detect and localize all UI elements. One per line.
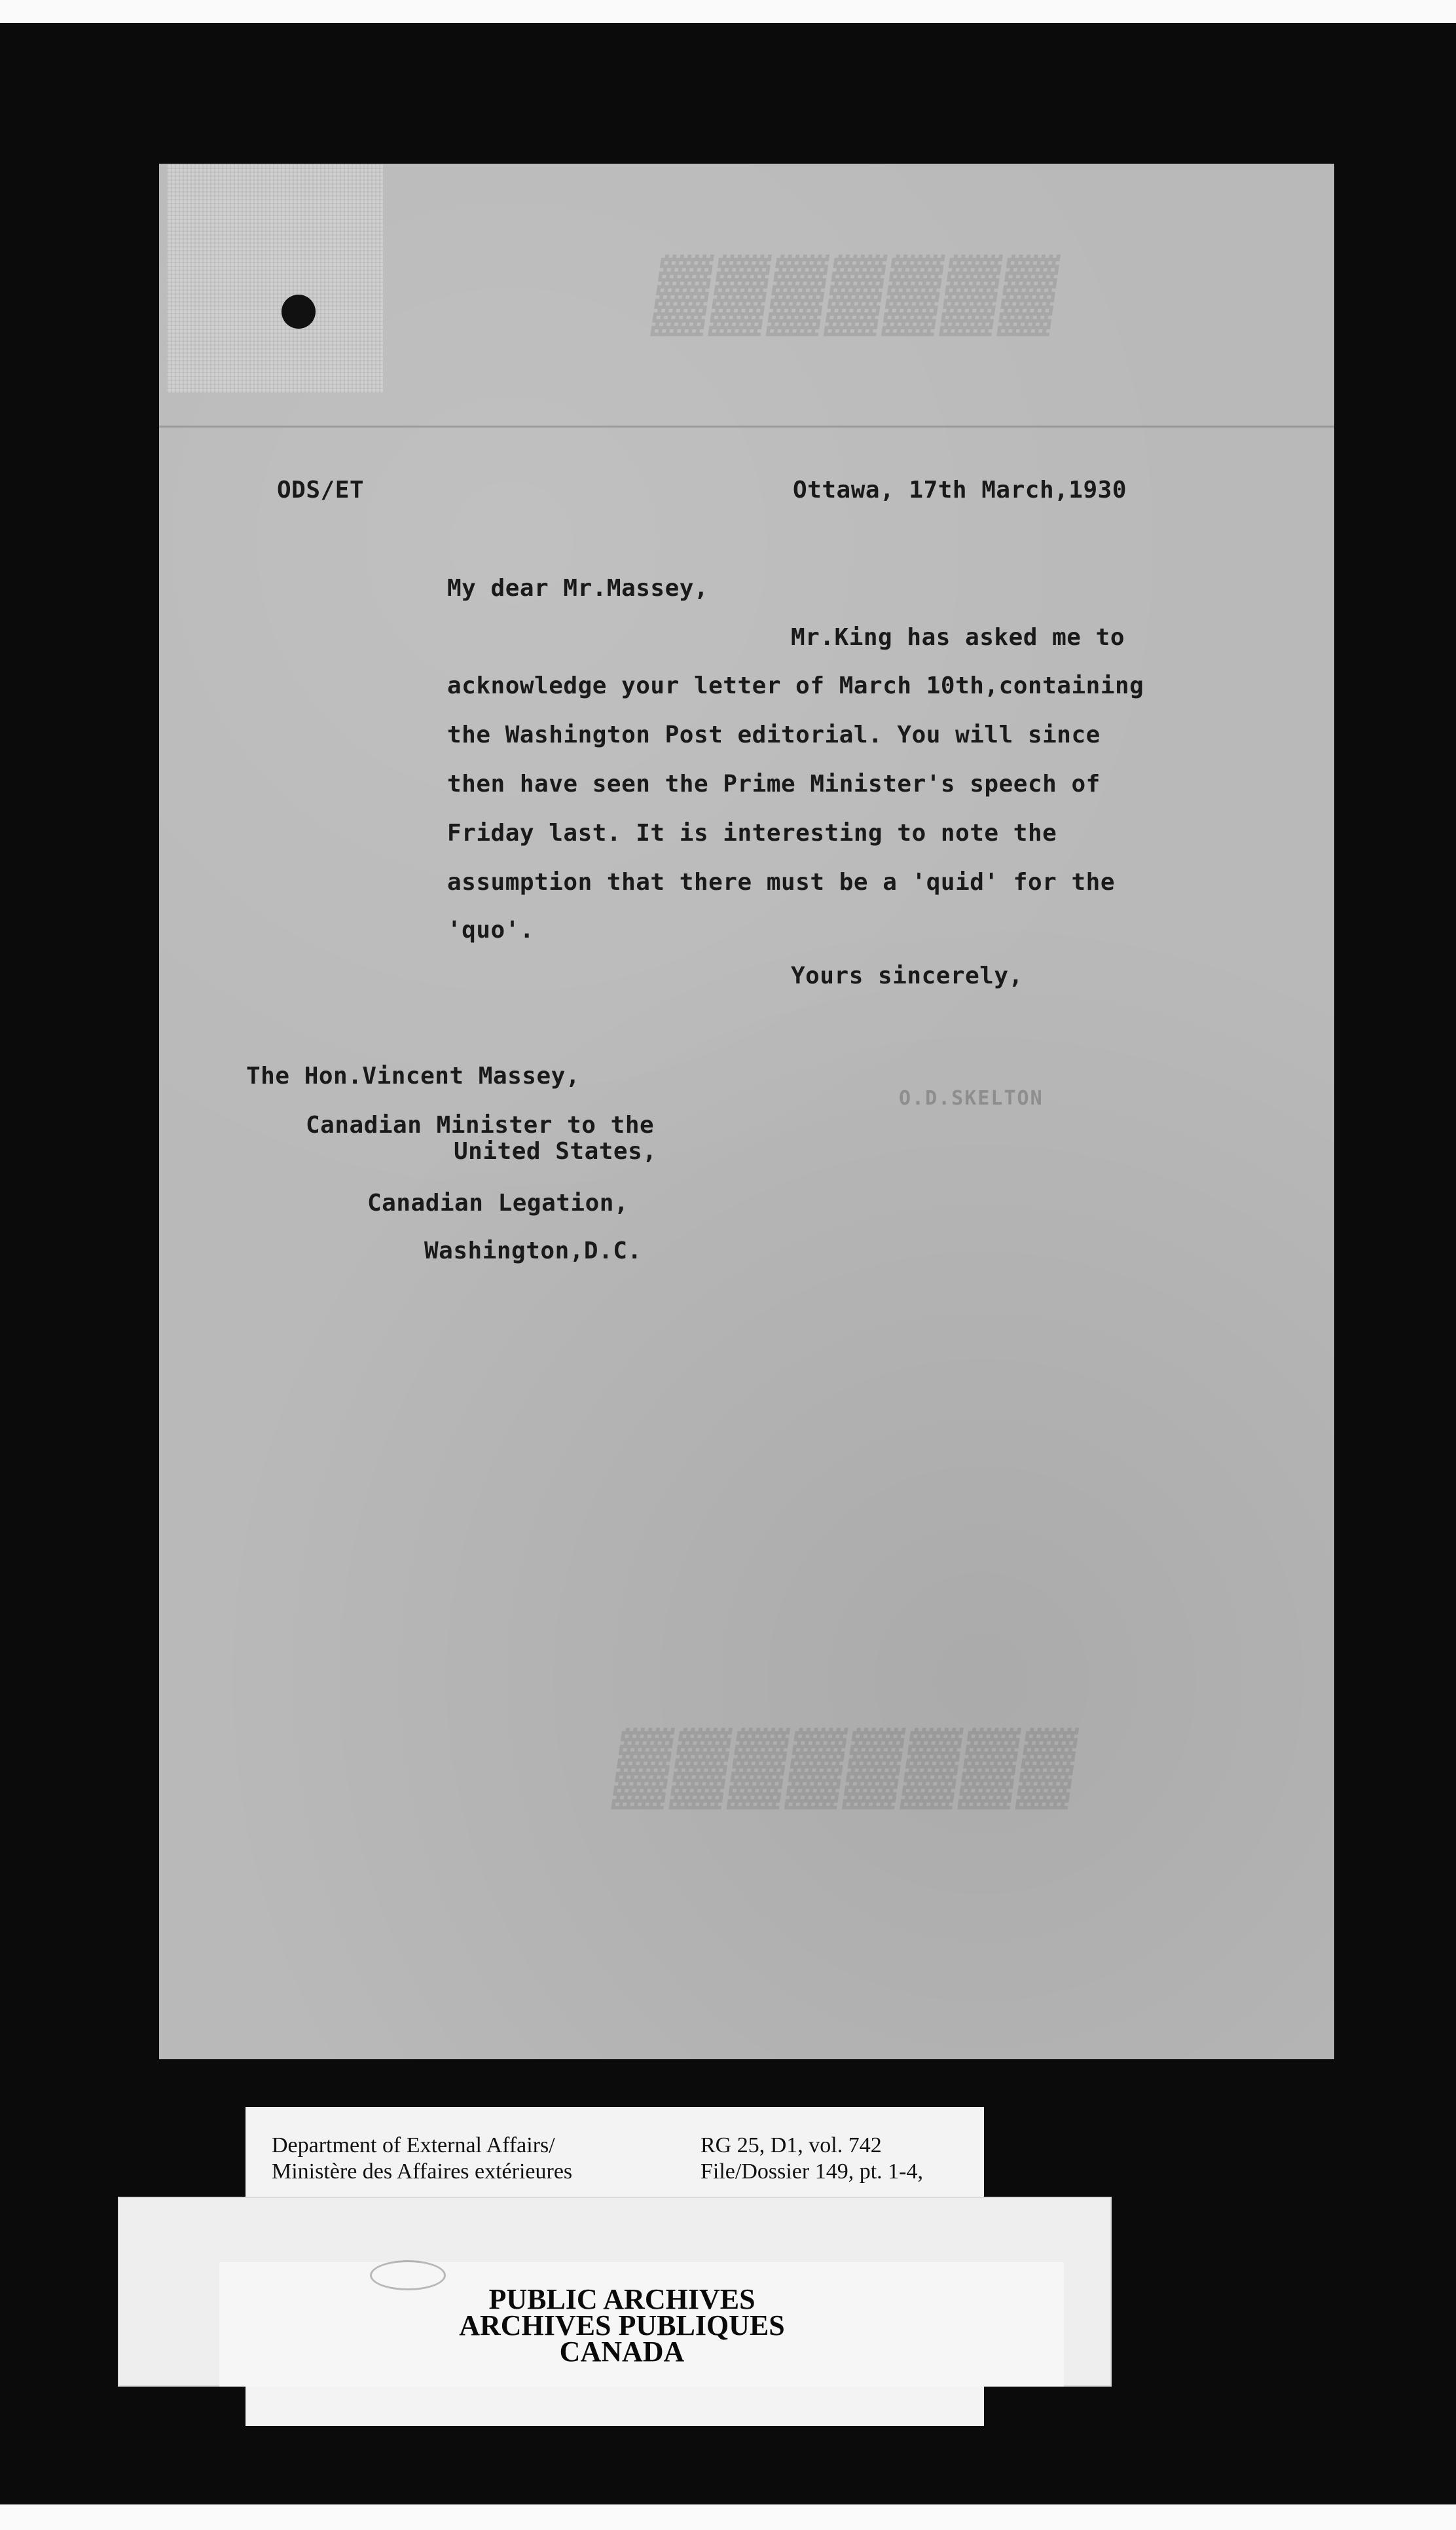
archive-label-bottom bbox=[246, 2387, 984, 2426]
letter-date: Ottawa, 17th March,1930 bbox=[793, 477, 1127, 504]
body-line: the Washington Post editorial. You will since bbox=[447, 722, 1101, 748]
address-line: The Hon.Vincent Massey, bbox=[246, 1063, 580, 1090]
signature: O.D.SKELTON bbox=[899, 1087, 1044, 1110]
archives-title-en: PUBLIC ARCHIVES bbox=[488, 2283, 755, 2315]
punch-hole bbox=[282, 295, 316, 329]
letter-page bbox=[159, 164, 1334, 2059]
salutation: My dear Mr.Massey, bbox=[447, 575, 709, 602]
body-line: acknowledge your letter of March 10th,containing bbox=[447, 672, 1144, 699]
address-line: United States, bbox=[454, 1138, 657, 1165]
archive-reference-2: File/Dossier 149, pt. 1-4, bbox=[701, 2159, 923, 2184]
body-line: then have seen the Prime Minister's speech of bbox=[447, 771, 1101, 798]
body-line: 'quo'. bbox=[447, 917, 535, 944]
address-line: Washington,D.C. bbox=[424, 1238, 642, 1264]
body-line: assumption that there must be a 'quid' for the bbox=[447, 869, 1115, 896]
stamp-area bbox=[167, 164, 383, 393]
address-line: Canadian Minister to the bbox=[306, 1112, 655, 1139]
archives-country: CANADA bbox=[559, 2336, 685, 2368]
bleed-through-mark-bottom: ▓▓▓▓▓▓▓▓ bbox=[611, 1723, 1085, 1803]
page-fold-line bbox=[159, 426, 1334, 428]
bleed-through-mark-top: ▓▓▓▓▓▓▓ bbox=[651, 250, 1066, 330]
file-reference: ODS/ET bbox=[277, 477, 365, 504]
address-line: Canadian Legation, bbox=[367, 1190, 629, 1217]
body-line: Friday last. It is interesting to note the bbox=[447, 820, 1057, 847]
archives-title-fr: ARCHIVES PUBLIQUES bbox=[459, 2309, 785, 2341]
department-fr: Ministère des Affaires extérieures bbox=[272, 2159, 573, 2184]
archive-reference-1: RG 25, D1, vol. 742 bbox=[701, 2133, 882, 2157]
closing: Yours sincerely, bbox=[791, 962, 1023, 989]
department-en: Department of External Affairs/ bbox=[272, 2133, 555, 2157]
body-line: Mr.King has asked me to bbox=[791, 624, 1125, 651]
